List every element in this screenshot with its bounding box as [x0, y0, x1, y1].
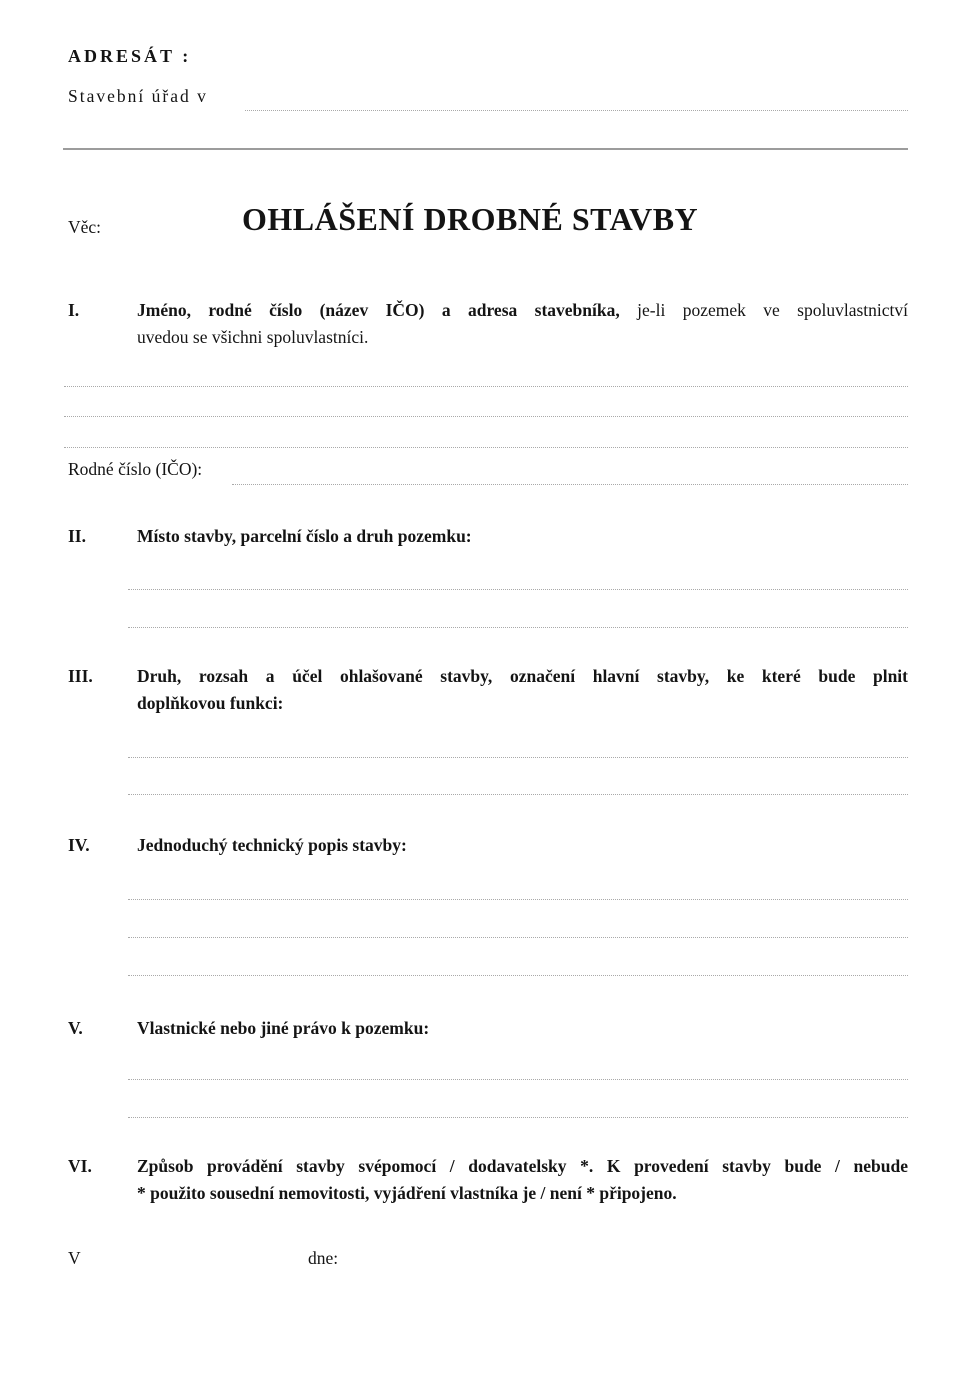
fill-line[interactable] [128, 1117, 908, 1118]
section-i-line-1: Jméno, rodné číslo (název IČO) a adresa stavebníka, je-li pozemek ve spoluvlastnictví [137, 300, 908, 320]
section-vi-line-2: * použito sousední nemovitosti, vyjádření vlastníka je / není * připojeno. [137, 1183, 677, 1203]
subject-label: Věc: [68, 217, 102, 237]
section-iii-text [137, 663, 908, 717]
section-vi-number: VI. [68, 1156, 92, 1176]
fill-line[interactable] [128, 899, 908, 900]
fill-line[interactable] [128, 794, 908, 795]
addressee-label: ADRESÁT : [68, 46, 192, 66]
section-iv-line-1: Jednoduchý technický popis stavby: [137, 835, 407, 855]
section-iii-line-2: doplňkovou funkci: [137, 693, 284, 713]
form-title: OHLÁŠENÍ DROBNÉ STAVBY [242, 201, 699, 237]
fill-line[interactable] [128, 975, 908, 976]
section-vi-line-1: Způsob provádění stavby svépomocí / dodavatelsky *. K provedení stavby bude / nebude [137, 1156, 908, 1176]
section-iv-text [137, 832, 908, 859]
section-iii-line-1: Druh, rozsah a účel ohlašované stavby, označení hlavní stavby, ke které bude plnit [137, 666, 908, 686]
fill-line[interactable] [128, 937, 908, 938]
place-label: V [68, 1248, 81, 1268]
section-ii-line-1: Místo stavby, parcelní číslo a druh pozemku: [137, 526, 472, 546]
section-i-line-2: uvedou se všichni spoluvlastníci. [137, 327, 369, 347]
birth-number-label: Rodné číslo (IČO): [68, 459, 203, 479]
section-v-number: V. [68, 1018, 83, 1038]
section-i-text [137, 297, 908, 351]
fill-line[interactable] [64, 447, 908, 448]
fill-line[interactable] [128, 1079, 908, 1080]
fill-line[interactable] [128, 757, 908, 758]
fill-line[interactable] [128, 589, 908, 590]
section-iii-number: III. [68, 666, 93, 686]
building-office-fill-line[interactable] [245, 110, 908, 111]
birth-number-fill-line[interactable] [232, 484, 908, 485]
fill-line[interactable] [64, 416, 908, 417]
section-iv-number: IV. [68, 835, 90, 855]
header-divider [63, 148, 908, 150]
section-i-number: I. [68, 300, 80, 320]
fill-line[interactable] [128, 627, 908, 628]
section-ii-number: II. [68, 526, 86, 546]
building-office-label: Stavební úřad v [68, 86, 208, 106]
section-v-text [137, 1015, 908, 1042]
section-v-line-1: Vlastnické nebo jiné právo k pozemku: [137, 1018, 430, 1038]
section-vi-text [137, 1153, 908, 1207]
fill-line[interactable] [64, 386, 908, 387]
date-label: dne: [308, 1248, 339, 1268]
section-ii-text [137, 523, 908, 550]
